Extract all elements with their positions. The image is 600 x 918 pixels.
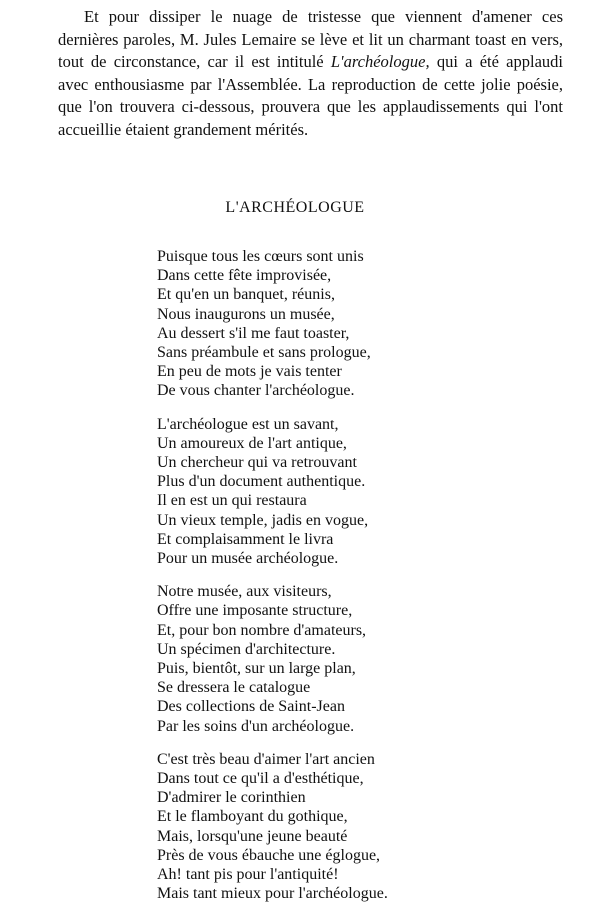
intro-paragraph bbox=[58, 6, 563, 141]
verse-line: Nous inaugurons un musée, bbox=[157, 305, 335, 323]
intro-title-reference: L'archéologue, bbox=[330, 52, 430, 71]
verse-line: Un chercheur qui va retrouvant bbox=[157, 454, 357, 472]
verse-line: Un amoureux de l'art antique, bbox=[157, 434, 347, 452]
verse-line: Et le flamboyant du gothique, bbox=[157, 808, 348, 826]
verse-line: Des collections de Saint-Jean bbox=[157, 698, 345, 716]
verse-line: D'admirer le corinthien bbox=[157, 789, 306, 807]
stanza-1 bbox=[157, 247, 577, 401]
verse-line: Et complaisamment le livra bbox=[157, 530, 334, 548]
verse-line: Notre musée, aux visiteurs, bbox=[157, 583, 332, 601]
intro-text-part1: Et pour dissiper le nuage de tristesse que viennent d'amener ces dernières paroles, M. Jules Lemaire se lève et lit un charmant toast en vers, tout de circonstance, car il est intitulé bbox=[58, 7, 563, 71]
stanza-3 bbox=[157, 582, 577, 736]
verse-line: Offre une imposante structure, bbox=[157, 602, 353, 620]
verse-line: Pour un musée archéologue. bbox=[157, 550, 339, 568]
verse-line: En peu de mots je vais tenter bbox=[157, 363, 342, 381]
poem-title: L'ARCHÉOLOGUE bbox=[225, 199, 365, 216]
verse-line: Par les soins d'un archéologue. bbox=[157, 717, 355, 735]
stanza-4 bbox=[157, 750, 577, 904]
verse-line: Puisque tous les cœurs sont unis bbox=[157, 248, 364, 265]
verse-line: Et qu'en un banquet, réunis, bbox=[157, 286, 335, 304]
verse-line: L'archéologue est un savant, bbox=[157, 415, 339, 433]
verse-line: Et, pour bon nombre d'amateurs, bbox=[157, 621, 367, 639]
verse-line: Mais, lorsqu'une jeune beauté bbox=[157, 827, 348, 845]
poem-body bbox=[157, 247, 577, 918]
verse-line: Ah! tant pis pour l'antiquité! bbox=[157, 866, 339, 884]
verse-line: Près de vous ébauche une églogue, bbox=[157, 846, 381, 864]
verse-line: Puis, bientôt, sur un large plan, bbox=[157, 660, 356, 678]
verse-line: Un vieux temple, jadis en vogue, bbox=[157, 511, 369, 529]
verse-line: Sans préambule et sans prologue, bbox=[157, 344, 371, 362]
verse-line: Se dressera le catalogue bbox=[157, 679, 311, 697]
verse-line: Dans tout ce qu'il a d'esthétique, bbox=[157, 770, 364, 788]
verse-line: De vous chanter l'archéologue. bbox=[157, 382, 355, 400]
verse-line: Un spécimen d'architecture. bbox=[157, 640, 336, 658]
intro-text-part2: qui a été applaudi avec enthousiasme par l'Assemblée. La reproduction de cette jolie poésie, que l'on trouvera ci-dessous, prouvera que les applaudissements qui l'ont accueillie étaient grandement mérités. bbox=[58, 52, 563, 139]
verse-line: Au dessert s'il me faut toaster, bbox=[157, 324, 350, 342]
verse-line: Plus d'un document authentique. bbox=[157, 473, 366, 491]
verse-line: Il en est un qui restaura bbox=[157, 492, 307, 510]
verse-line: Dans cette fête improvisée, bbox=[157, 267, 332, 285]
verse-line: Mais tant mieux pour l'archéologue. bbox=[157, 885, 388, 903]
stanza-2 bbox=[157, 415, 577, 569]
verse-line: C'est très beau d'aimer l'art ancien bbox=[157, 750, 375, 768]
